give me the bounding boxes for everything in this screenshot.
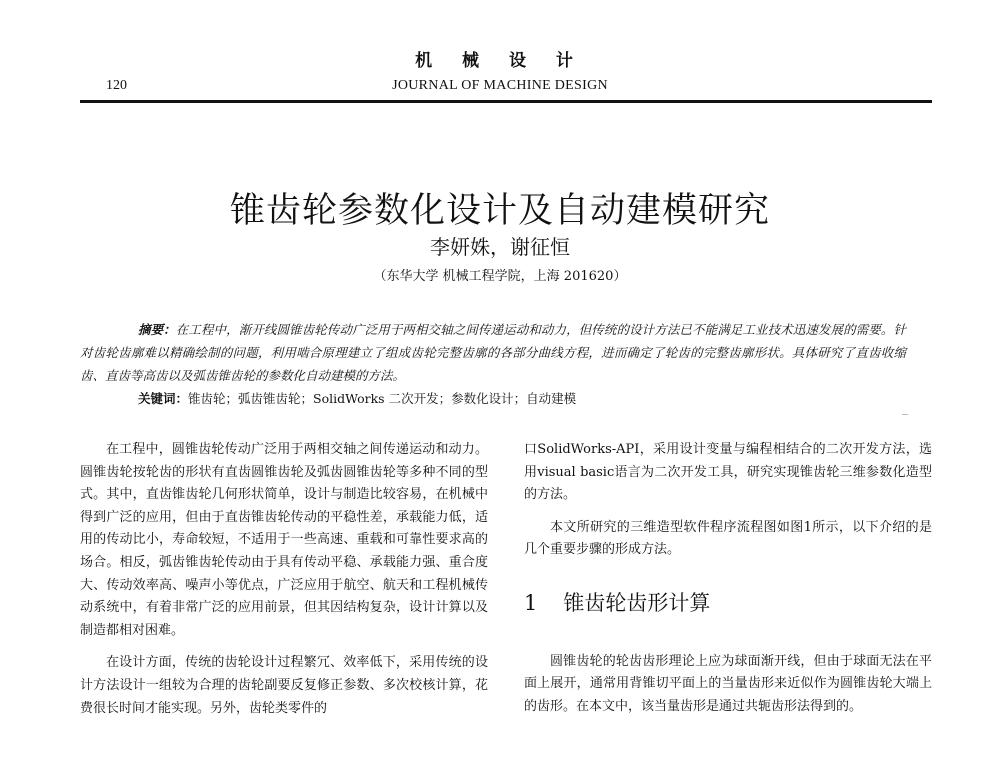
article-title: 锥齿轮参数化设计及自动建模研究 xyxy=(229,191,770,232)
body-paragraph: 圆锥齿轮的轮齿齿形理论上应为球面渐开线，但由于球面无法在平面上展开，通常用背锥切平面上的当量齿形来近似作为圆锥齿轮大端上的齿形。在本文中，该当量齿形是通过共轭齿形法得到的。 xyxy=(524,653,932,714)
section-number: 1 xyxy=(524,590,538,615)
body-right-column xyxy=(524,439,932,728)
header-rule xyxy=(80,100,932,103)
body-paragraph: 口SolidWorks-API，采用设计变量与编程相结合的二次开发方法，选用visual basic语言为二次开发工具，研究实现锥齿轮三维参数化造型的方法。 xyxy=(524,442,932,503)
body-paragraph: 本文所研究的三维造型软件程序流程图如图1所示，以下介绍的是几个重要步骤的形成方法。 xyxy=(524,519,932,558)
abstract-block xyxy=(80,318,906,410)
author-affiliation: （东华大学 机械工程学院，上海 201620） xyxy=(373,269,627,284)
keywords-label: 关键词： xyxy=(138,391,189,406)
scan-mark xyxy=(902,414,908,421)
body-paragraph: 在设计方面，传统的齿轮设计过程繁冗、效率低下，采用传统的设计方法设计一组较为合理的齿轮副要反复修正参数、多次校核计算，花费很长时间才能实现。另外，齿轮类零件的 xyxy=(80,655,488,716)
journal-title-en: JOURNAL OF MACHINE DESIGN xyxy=(392,78,608,93)
section-heading xyxy=(524,592,932,615)
abstract-text: 在工程中，渐开线圆锥齿轮传动广泛用于两相交轴之间传递运动和动力，但传统的设计方法已不能满足工业技术迅速发展的需要。针对齿轮齿廓难以精确绘制的问题，利用啮合原理建立了组成齿轮完整齿廓的各部分曲线方程，进而确定了轮齿的完整齿廓形状。具体研究了直齿收缩齿、直齿等高齿以及弧齿锥齿轮的参数化自动建模的方法。 xyxy=(80,322,906,383)
author-list: 李妍姝，谢征恒 xyxy=(430,235,570,259)
body-paragraph: 在工程中，圆锥齿轮传动广泛用于两相交轴之间传递运动和动力。圆锥齿轮按轮齿的形状有直齿圆锥齿轮及弧齿圆锥齿轮等多种不同的型式。其中，直齿锥齿轮几何形状简单，设计与制造比较容易，在机械中得到广泛的应用，但由于直齿锥齿轮传动的平稳性差，承载能力低，适用的传动比小，寿命较短，不适用于一些高速、重载和可靠性要求高的场合。相反，弧齿锥齿轮传动由于具有传动平稳、承载能力强、重合度大、传动效率高、噪声小等优点，广泛应用于航空、航天和工程机械传动系统中，有着非常广泛的应用前景，但其因结构复杂，设计计算以及制造都相对困难。 xyxy=(80,442,488,638)
section-title: 锥齿轮齿形计算 xyxy=(563,590,711,615)
body-left-column xyxy=(80,439,488,730)
keywords-line xyxy=(80,387,906,410)
abstract-paragraph xyxy=(80,318,906,387)
abstract-label: 摘要： xyxy=(138,322,176,337)
page-number: 120 xyxy=(106,78,127,93)
journal-title-cn: 机 械 设 计 xyxy=(415,51,585,71)
keywords-text: 锥齿轮；弧齿锥齿轮；SolidWorks 二次开发；参数化设计；自动建模 xyxy=(188,391,577,406)
